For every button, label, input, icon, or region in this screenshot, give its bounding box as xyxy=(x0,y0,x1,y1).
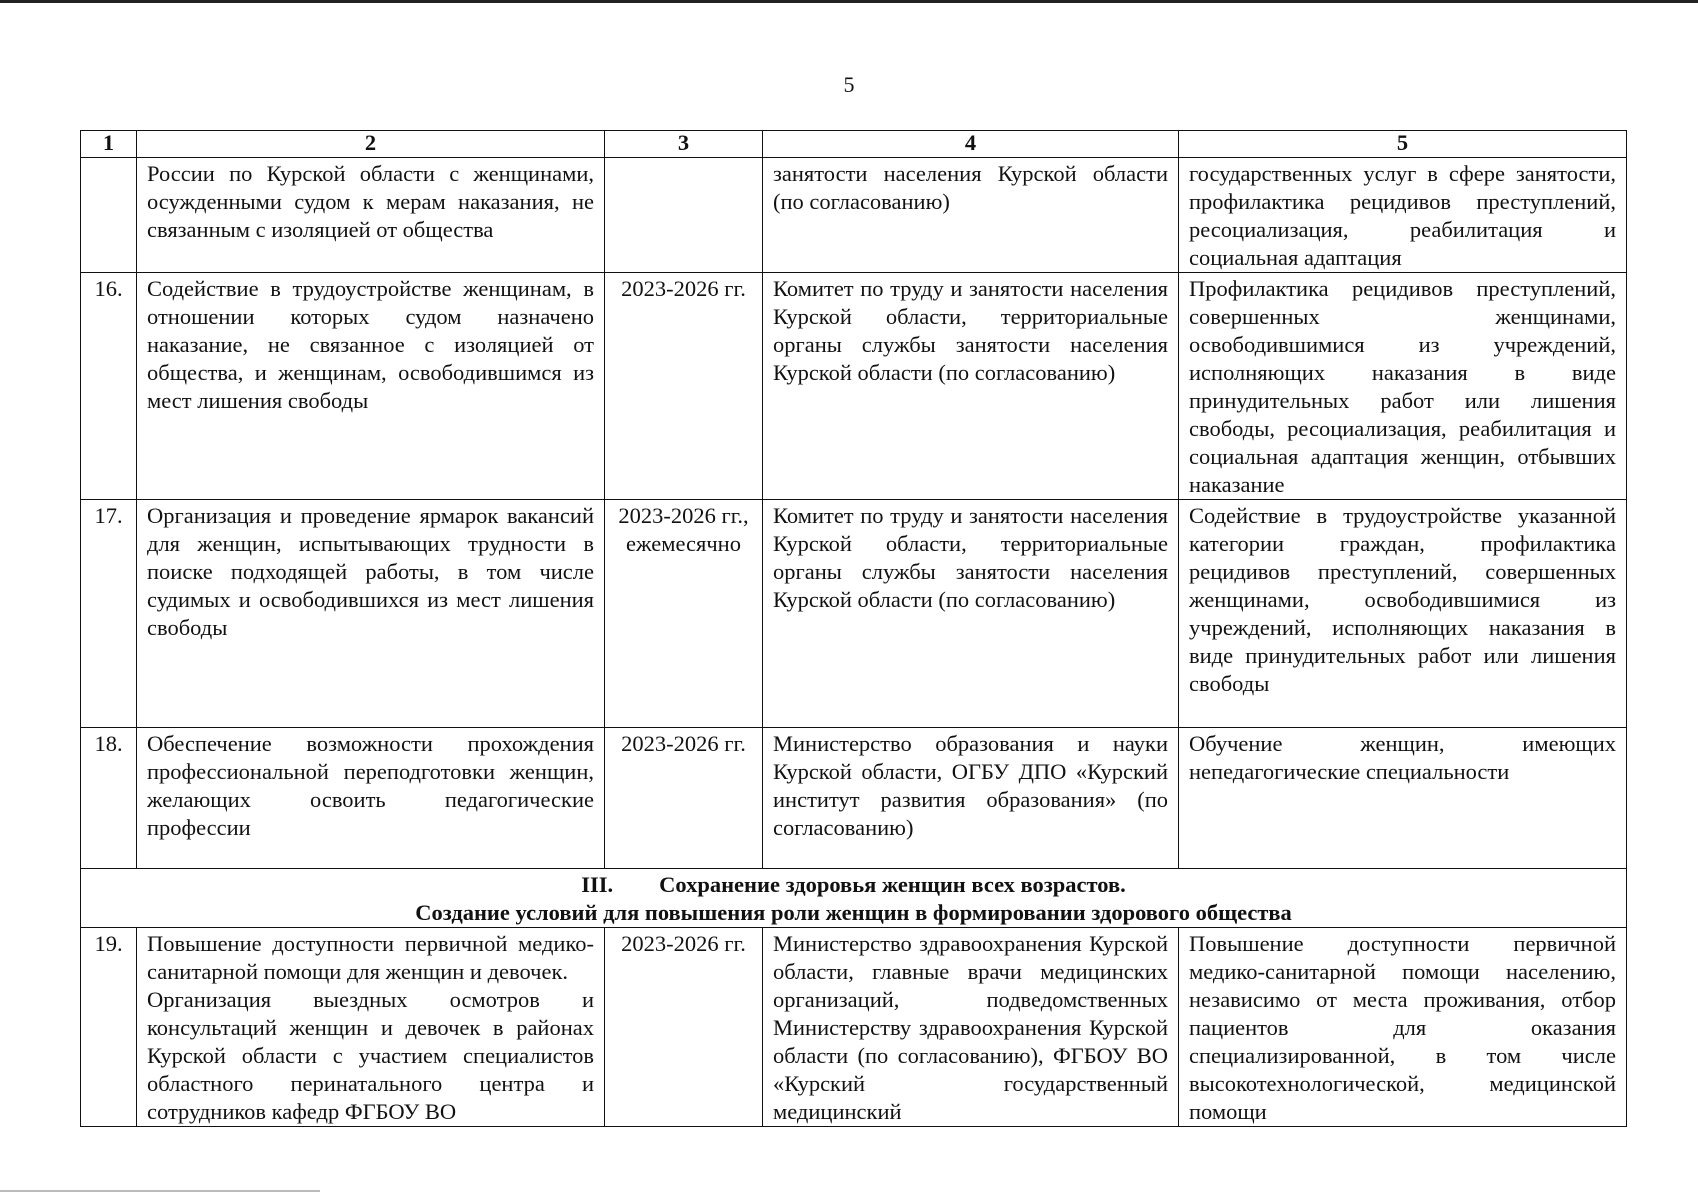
table-row xyxy=(81,928,1627,1127)
row-number: 19. xyxy=(81,928,137,1127)
section-header-row xyxy=(81,869,1627,928)
section-subtitle: Создание условий для повышения роли женщин в формировании здорового общества xyxy=(415,900,1292,925)
result-cell: Профилактика рецидивов преступлений, совершенных женщинами, освободившимися из учреждений, исполняющих наказания в виде принудительных работ или лишения свободы, ресоциализация, реабилитация и социальная адаптация женщин, отбывших наказание xyxy=(1179,273,1627,500)
result-cell: Содействие в трудоустройстве указанной категории граждан, профилактика рецидивов преступлений, совершенных женщинами, освободившимися из учреждений, исполняющих наказания в виде принудительных работ или лишения свободы xyxy=(1179,500,1627,728)
measure-paragraph: Повышение доступности первичной медико-санитарной помощи для женщин и девочек. xyxy=(147,931,594,984)
measure-paragraph: Организация выездных осмотров и консультаций женщин и девочек в районах Курской области с участием специалистов областного перинатального центра и сотрудников кафедр ФГБОУ ВО xyxy=(147,987,594,1124)
measures-table xyxy=(80,130,1627,1127)
table-row xyxy=(81,500,1627,728)
result-cell: государственных услуг в сфере занятости, профилактика рецидивов преступлений, ресоциализация, реабилитация и социальная адаптация xyxy=(1179,158,1627,273)
responsible-cell: занятости населения Курской области (по согласованию) xyxy=(763,158,1179,273)
section-number: III. xyxy=(581,872,614,897)
measure-cell xyxy=(137,928,605,1127)
header-col-3: 3 xyxy=(605,131,763,158)
header-col-2: 2 xyxy=(137,131,605,158)
section-title: Сохранение здоровья женщин всех возрастов. xyxy=(659,872,1126,897)
row-number xyxy=(81,158,137,273)
table-header-row xyxy=(81,131,1627,158)
responsible-cell: Министерство здравоохранения Курской области, главные врачи медицинских организаций, подведомственных Министерству здравоохранения Курской области (по согласованию), ФГБОУ ВО «Курский государственный медицинский xyxy=(763,928,1179,1127)
period-cell: 2023-2026 гг. xyxy=(605,273,763,500)
header-col-5: 5 xyxy=(1179,131,1627,158)
header-col-4: 4 xyxy=(763,131,1179,158)
responsible-cell: Комитет по труду и занятости населения Курской области, территориальные органы службы занятости населения Курской области (по согласованию) xyxy=(763,273,1179,500)
row-number: 16. xyxy=(81,273,137,500)
row-number: 18. xyxy=(81,728,137,869)
period-cell: 2023-2026 гг., ежемесячно xyxy=(605,500,763,728)
table-row xyxy=(81,273,1627,500)
table-row xyxy=(81,728,1627,869)
result-cell: Повышение доступности первичной медико-санитарной помощи населению, независимо от места проживания, отбор пациентов для оказания специализированной, в том числе высокотехнологической, медицинской помощи xyxy=(1179,928,1627,1127)
measure-cell: Обеспечение возможности прохождения профессиональной переподготовки женщин, желающих освоить педагогические профессии xyxy=(137,728,605,869)
measure-cell: Организация и проведение ярмарок вакансий для женщин, испытывающих трудности в поиске подходящей работы, в том числе судимых и освободившихся из мест лишения свободы xyxy=(137,500,605,728)
responsible-cell: Комитет по труду и занятости населения Курской области, территориальные органы службы занятости населения Курской области (по согласованию) xyxy=(763,500,1179,728)
period-cell: 2023-2026 гг. xyxy=(605,728,763,869)
row-number: 17. xyxy=(81,500,137,728)
header-col-1: 1 xyxy=(81,131,137,158)
result-cell: Обучение женщин, имеющих непедагогические специальности xyxy=(1179,728,1627,869)
measure-cell: Содействие в трудоустройстве женщинам, в отношении которых судом назначено наказание, не связанное с изоляцией от общества, и женщинам, освободившимся из мест лишения свободы xyxy=(137,273,605,500)
table-row xyxy=(81,158,1627,273)
period-cell xyxy=(605,158,763,273)
scan-edge-top xyxy=(0,0,1698,3)
section-header-cell xyxy=(81,869,1627,928)
scan-edge-bottom xyxy=(0,1190,320,1192)
measure-cell: России по Курской области с женщинами, осужденными судом к мерам наказания, не связанным с изоляцией от общества xyxy=(137,158,605,273)
period-cell: 2023-2026 гг. xyxy=(605,928,763,1127)
responsible-cell: Министерство образования и науки Курской области, ОГБУ ДПО «Курский институт развития образования» (по согласованию) xyxy=(763,728,1179,869)
page-number: 5 xyxy=(843,72,855,97)
